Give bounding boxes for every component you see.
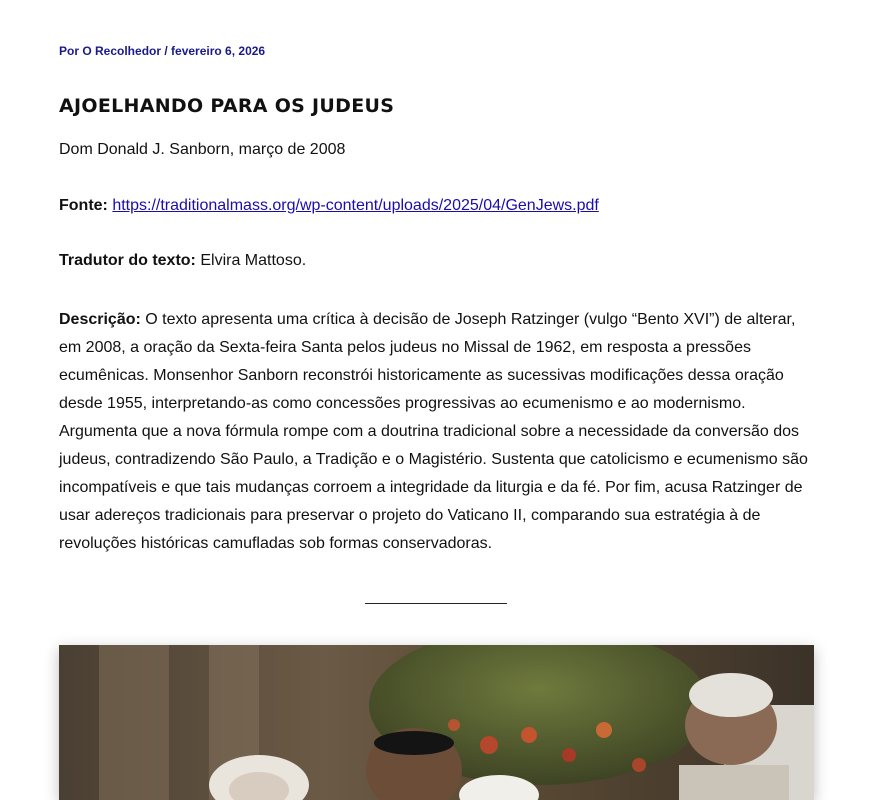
source-link[interactable]: https://traditionalmass.org/wp-content/uploads/2025/04/GenJews.pdf (112, 197, 599, 214)
section-divider (365, 603, 507, 604)
article-byline: Por O Recolhedor / fevereiro 6, 2026 (59, 44, 266, 58)
article-photo-illustration (59, 645, 814, 800)
article-photo (59, 645, 814, 800)
source-label: Fonte: (59, 197, 108, 214)
translator-line (59, 252, 306, 270)
source-line (59, 197, 599, 215)
article-subtitle: Dom Donald J. Sanborn, março de 2008 (59, 141, 346, 158)
description-text: O texto apresenta uma crítica à decisão de Joseph Ratzinger (vulgo “Bento XVI”) de alterar, em 2008, a oração da Sexta-feira Santa pelos judeus no Missal de 1962, em resposta a pressões ecumênicas. Monsenhor Sanborn reconstrói historicamente as sucessivas modificações dessa oração desde 1955, interpretando-as como concessões progressivas ao ecumenismo e ao modernismo. Argumenta que a nova fórmula rompe com a doutrina tradicional sobre a necessidade da conversão dos judeus, contradizendo São Paulo, a Tradição e o Magistério. Sustenta que catolicismo e ecumenismo são incompatíveis e que tais mudanças corroem a integridade da liturgia e da fé. Por fim, acusa Ratzinger de usar adereços tradicionais para preservar o projeto do Vaticano II, comparando sua estratégia à de revoluções históricas camufladas sob formas conservadoras. (59, 311, 808, 552)
description-label: Descrição: (59, 311, 141, 328)
translator-value: Elvira Mattoso. (200, 252, 307, 269)
description-paragraph (59, 306, 819, 558)
translator-label: Tradutor do texto: (59, 252, 196, 269)
article-title: AJOELHANDO PARA OS JUDEUS (59, 95, 395, 117)
